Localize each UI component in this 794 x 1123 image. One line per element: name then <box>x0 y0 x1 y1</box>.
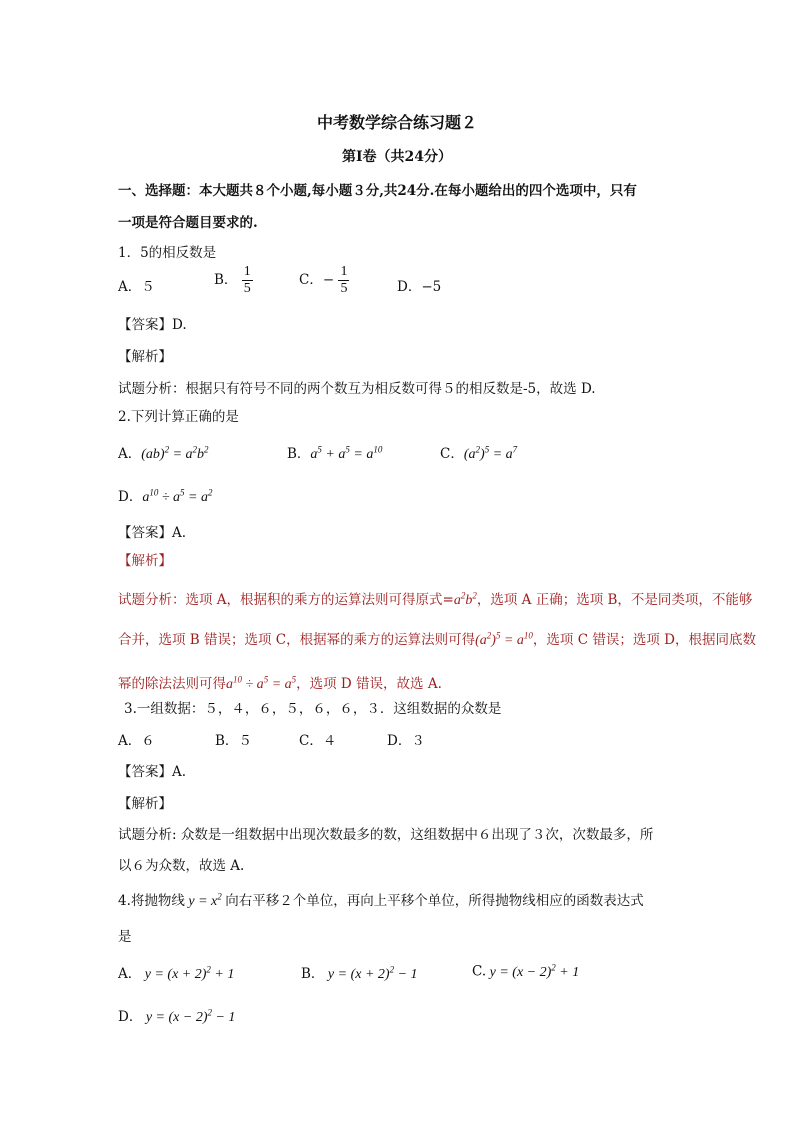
q4-option-b: B． $y = (x + 2)^2 - 1$ <box>301 964 418 982</box>
q2-answer: 【答案】A. <box>118 525 187 541</box>
q2-analysis-formula1: $a^2b^2$ <box>453 590 477 608</box>
q1-option-c-label: C．− <box>299 272 335 288</box>
section-heading-line1: 一、选择题：本大题共８个小题,每小题３分,共24分.在每小题给出的四个选项中，只有 <box>118 183 637 199</box>
q3-option-a: A．６ <box>118 733 155 749</box>
q4-option-c-formula: $y = (x - 2)^2 + 1$ <box>486 962 580 980</box>
q4-option-d-formula: $y = (x - 2)^2 - 1$ <box>142 1007 236 1025</box>
q3-option-b: B．５ <box>215 733 252 749</box>
q2-option-d: D．$a^{10} \div a^5 = a^2$ <box>118 487 213 505</box>
q4-stem-line1: 4.将抛物线 $y = x^2$ 向右平移２个单位，再向上平移个单位，所得抛物线相应的函数表达式 <box>118 891 644 909</box>
q2-option-d-formula: $a^{10} \div a^5 = a^2$ <box>142 487 213 505</box>
q2-analysis-head: 【解析】 <box>118 553 172 569</box>
q4-option-b-formula: $y = (x + 2)^2 - 1$ <box>324 964 418 982</box>
q3-answer: 【答案】A. <box>118 764 187 780</box>
q3-analysis-line1: 试题分析: 众数是一组数据中出现次数最多的数，这组数据中６出现了３次，次数最多，所 <box>118 827 654 843</box>
q4-option-a-formula: $y = (x + 2)^2 + 1$ <box>141 964 235 982</box>
q4-stem-line2: 是 <box>118 929 132 945</box>
q1-stem: 1．5的相反数是 <box>118 245 217 261</box>
q2-analysis-formula3: $a^{10} \div a^5 = a^5$ <box>226 674 297 692</box>
q1-option-c-fraction: $\frac{1}{5}$ <box>340 264 348 296</box>
q2-stem: 2.下列计算正确的是 <box>118 409 239 425</box>
q2-analysis-line2: 合并，选项 B 错误；选项 C，根据幂的乘方的运算法则可得$(a^2)^5 = a^{10}$，选项 C 错误；选项 D，根据同底数 <box>118 630 756 648</box>
q2-option-a-formula: $(ab)^2 = a^2b^2$ <box>141 444 209 462</box>
section-heading-line2: 一项是符合题目要求的. <box>118 215 258 231</box>
q1-answer: 【答案】D. <box>118 317 187 333</box>
q4-option-c: C. $y = (x - 2)^2 + 1$ <box>472 962 580 980</box>
q1-option-c <box>299 264 349 297</box>
page-title: 中考数学综合练习题２ <box>316 113 477 132</box>
q1-analysis: 试题分析：根据只有符号不同的两个数互为相反数可得５的相反数是-5，故选 D. <box>118 381 596 397</box>
q2-analysis-formula2: $(a^2)^5 = a^{10}$ <box>475 630 533 648</box>
q1-analysis-head: 【解析】 <box>118 349 172 365</box>
page-subtitle: 第Ⅰ卷（共24分） <box>341 149 453 165</box>
q1-option-b-label: B． <box>214 272 238 288</box>
q3-analysis-head: 【解析】 <box>118 796 172 812</box>
q2-option-b: B．$a^5 + a^5 = a^{10}$ <box>287 444 383 462</box>
q4-option-a: A． $y = (x + 2)^2 + 1$ <box>118 964 235 982</box>
q1-option-d: D．−5 <box>397 279 442 295</box>
q3-analysis-line2: 以６为众数，故选 A. <box>118 858 245 874</box>
q3-option-d: D．３ <box>387 733 425 749</box>
q2-option-a: A．$(ab)^2 = a^2b^2$ <box>118 444 209 462</box>
q2-analysis-line1: 试题分析：选项 A，根据积的乘方的运算法则可得原式$=a^2b^2$，选项 A 正确；选项 B，不是同类项，不能够 <box>118 590 753 608</box>
q3-stem: 3.一组数据：５，４，６，５，６，６，３．这组数据的众数是 <box>124 701 502 717</box>
q2-analysis-line3: 幂的除法法则可得$a^{10} \div a^5 = a^5$，选项 D 错误，故选 A. <box>118 674 442 692</box>
q2-option-b-formula: $a^5 + a^5 = a^{10}$ <box>310 444 383 462</box>
q2-option-c: C．$(a^2)^5 = a^7$ <box>440 444 518 462</box>
q3-option-c: C．４ <box>299 733 337 749</box>
q4-option-d: D． $y = (x - 2)^2 - 1$ <box>118 1007 236 1025</box>
q1-option-a: A．５ <box>118 279 155 295</box>
q1-option-b <box>214 264 253 297</box>
q1-option-b-fraction: $\frac{1}{5}$ <box>243 264 251 296</box>
q2-option-c-formula: $(a^2)^5 = a^7$ <box>463 444 518 462</box>
q4-stem-formula: $y = x^2$ <box>184 891 222 909</box>
